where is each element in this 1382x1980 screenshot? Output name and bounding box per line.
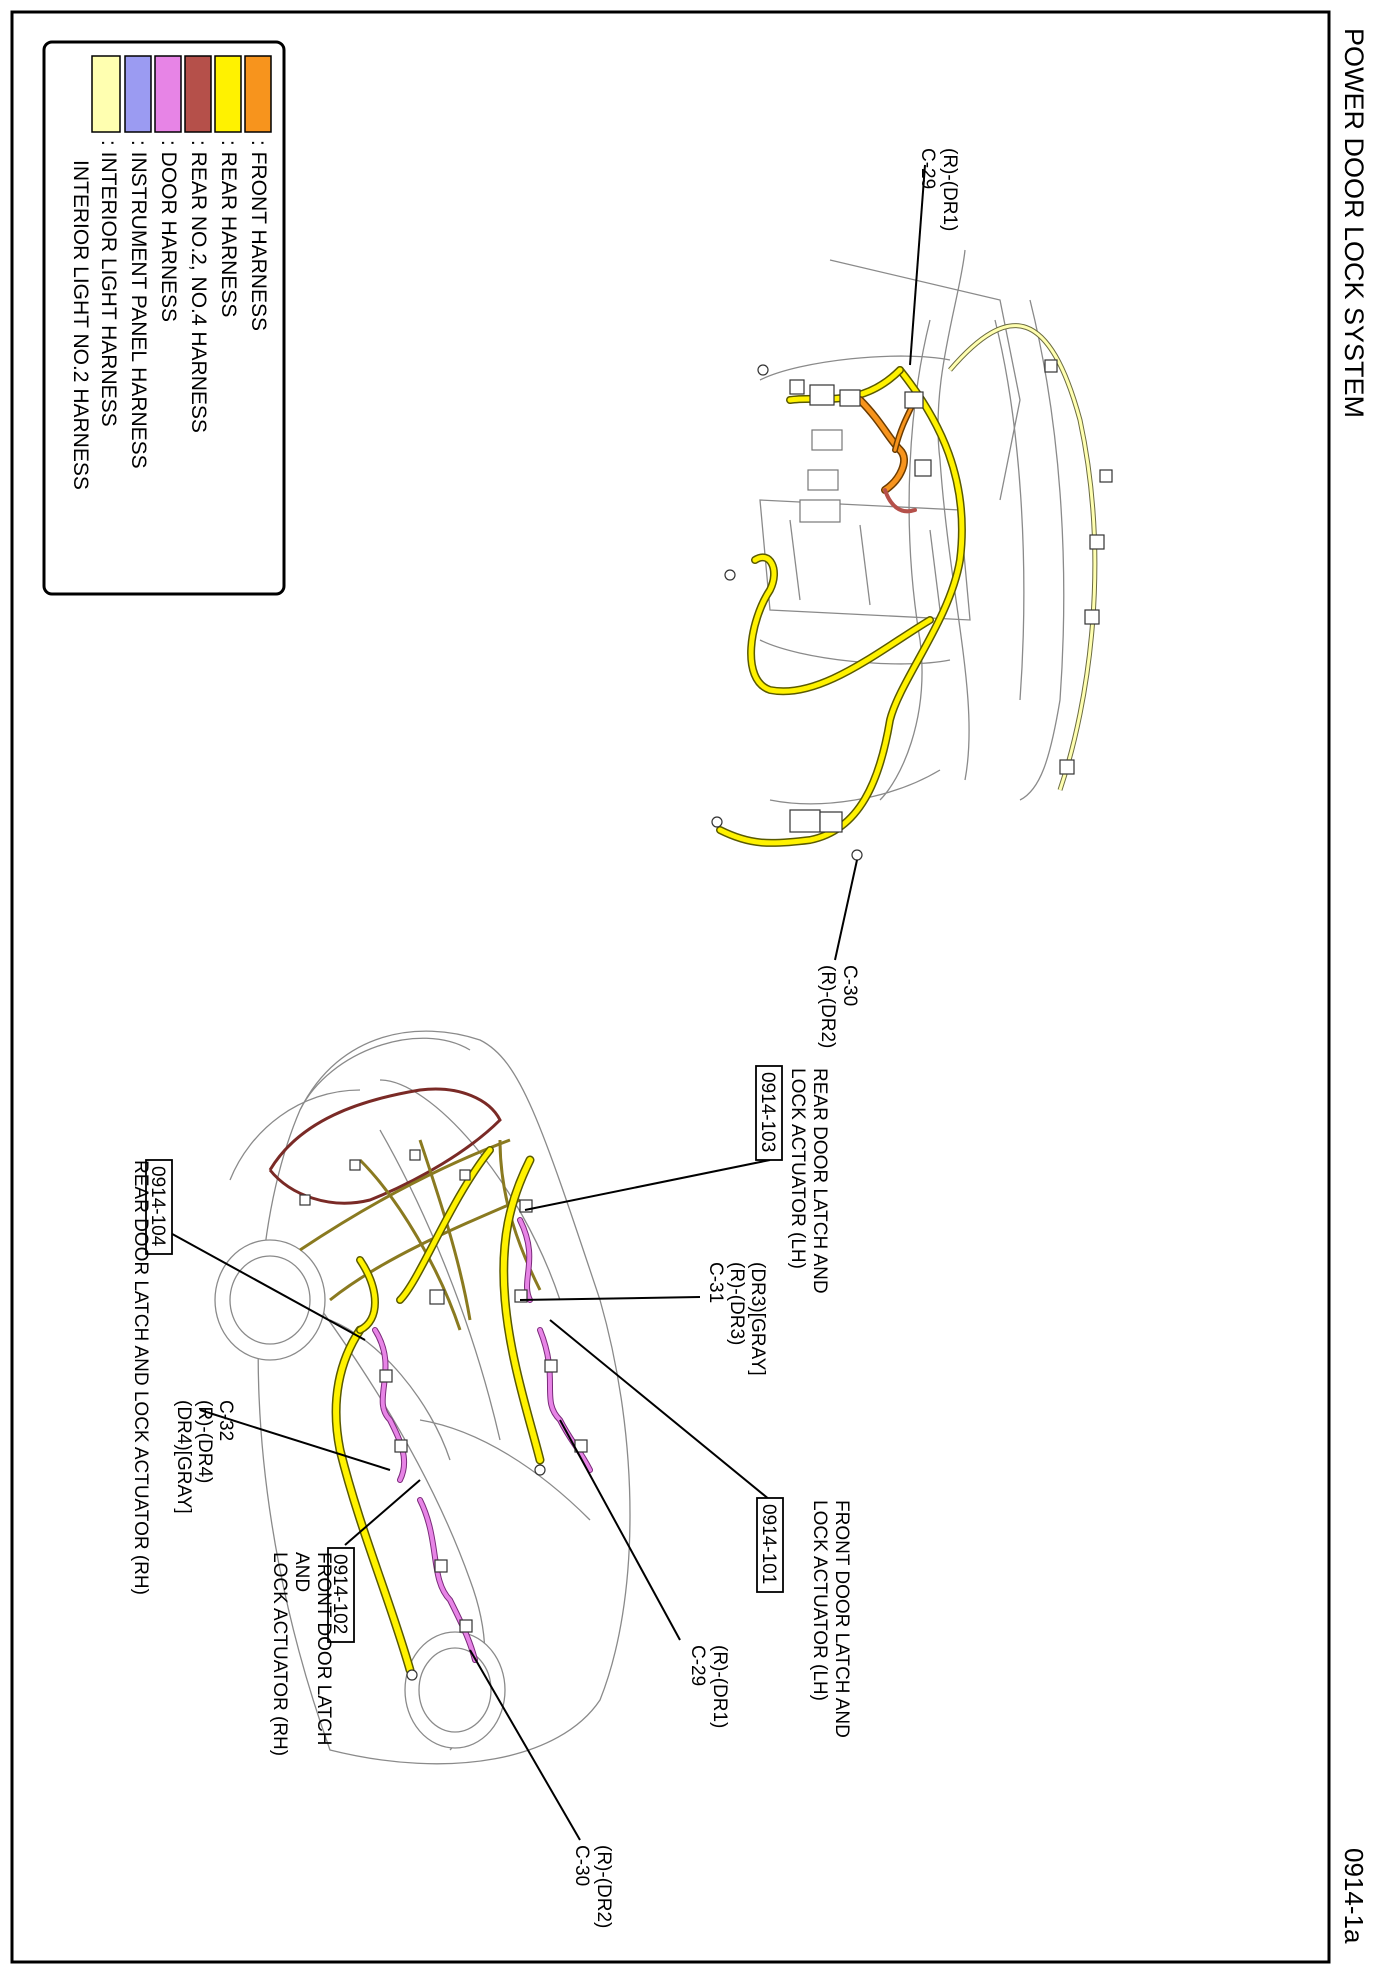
svg-text:REAR DOOR LATCH AND LOCK ACTUA: REAR DOOR LATCH AND LOCK ACTUATOR (RH) [130,1160,151,1595]
svg-text:(DR3)[GRAY]: (DR3)[GRAY] [747,1262,768,1376]
svg-text:FRONT DOOR LATCH AND: FRONT DOOR LATCH AND [831,1500,852,1738]
legend-label-front: : FRONT HARNESS [247,140,270,331]
svg-text:0914-104: 0914-104 [147,1166,168,1247]
svg-text:(R)-(DR3): (R)-(DR3) [726,1262,747,1346]
svg-text:C-31: C-31 [705,1262,726,1304]
page-title: POWER DOOR LOCK SYSTEM [1339,28,1369,419]
front-rh-actuator-label [269,1552,334,1756]
svg-text:C-30: C-30 [571,1845,592,1887]
svg-text:LOCK ACTUATOR (LH): LOCK ACTUATOR (LH) [809,1500,830,1701]
legend-swatch-rear [215,56,241,132]
legend-label-interior-light: : INTERIOR LIGHT HARNESS [97,140,120,427]
svg-text:(R)-(DR1): (R)-(DR1) [709,1645,730,1729]
legend-swatch-door [155,56,181,132]
legend-label-door: : DOOR HARNESS [157,140,180,323]
svg-text:(DR4)[GRAY]: (DR4)[GRAY] [173,1400,194,1514]
svg-text:LOCK ACTUATOR (RH): LOCK ACTUATOR (RH) [269,1552,290,1757]
ref-0914-103 [756,1066,782,1160]
svg-text:C-30: C-30 [839,965,860,1007]
c30-top-leader [835,860,857,960]
legend-swatch-interior-light [92,56,120,132]
rear-lh-actuator-label [787,1068,830,1294]
svg-text:AND: AND [291,1552,312,1593]
legend-label-rear-no2-no4: : REAR NO.2, NO.4 HARNESS [187,140,210,433]
svg-text:LOCK ACTUATOR (LH): LOCK ACTUATOR (LH) [787,1068,808,1269]
c30-car-label [571,1845,614,1928]
c29-car-label [687,1645,730,1728]
legend-swatch-rear-no2-no4 [185,56,211,132]
front-harness-top [860,400,915,511]
ref-0914-101 [757,1498,783,1592]
car-wheels [215,1240,505,1748]
c30-top-label [817,965,860,1048]
rear-harness-car [336,1150,540,1670]
svg-text:REAR DOOR LATCH AND: REAR DOOR LATCH AND [809,1068,830,1294]
svg-text:C-32: C-32 [215,1400,236,1442]
c32-label [173,1400,236,1514]
svg-text:(R)-(DR4): (R)-(DR4) [194,1400,215,1484]
legend-swatch-front [245,56,271,132]
svg-text:(R)-(DR2): (R)-(DR2) [817,965,838,1049]
car-3d-view [165,1031,770,1840]
top-pedals [800,430,842,522]
legend-swatch-instrument-panel [125,56,151,132]
svg-text:C-29: C-29 [917,148,938,190]
top-body-view [712,165,1112,960]
page-number: 0914-1a [1339,1848,1369,1944]
c31-label [705,1262,768,1376]
svg-text:0914-103: 0914-103 [757,1072,778,1153]
legend [44,42,284,594]
c29-top-leader [910,165,925,365]
svg-text:FRONT DOOR LATCH: FRONT DOOR LATCH [313,1552,334,1746]
legend-label-interior-light-no2: INTERIOR LIGHT NO.2 HARNESS [69,160,92,490]
legend-label-instrument-panel: : INSTRUMENT PANEL HARNESS [127,140,150,469]
svg-text:(R)-(DR2): (R)-(DR2) [593,1845,614,1929]
legend-label-rear: : REAR HARNESS [217,140,240,318]
svg-text:(R)-(DR1): (R)-(DR1) [939,148,960,232]
svg-text:0914-101: 0914-101 [758,1504,779,1585]
svg-text:C-29: C-29 [687,1645,708,1687]
front-lh-actuator-label [809,1500,852,1738]
svg-text:0914-102: 0914-102 [329,1554,350,1635]
rear-rh-actuator-label [130,1160,151,1595]
